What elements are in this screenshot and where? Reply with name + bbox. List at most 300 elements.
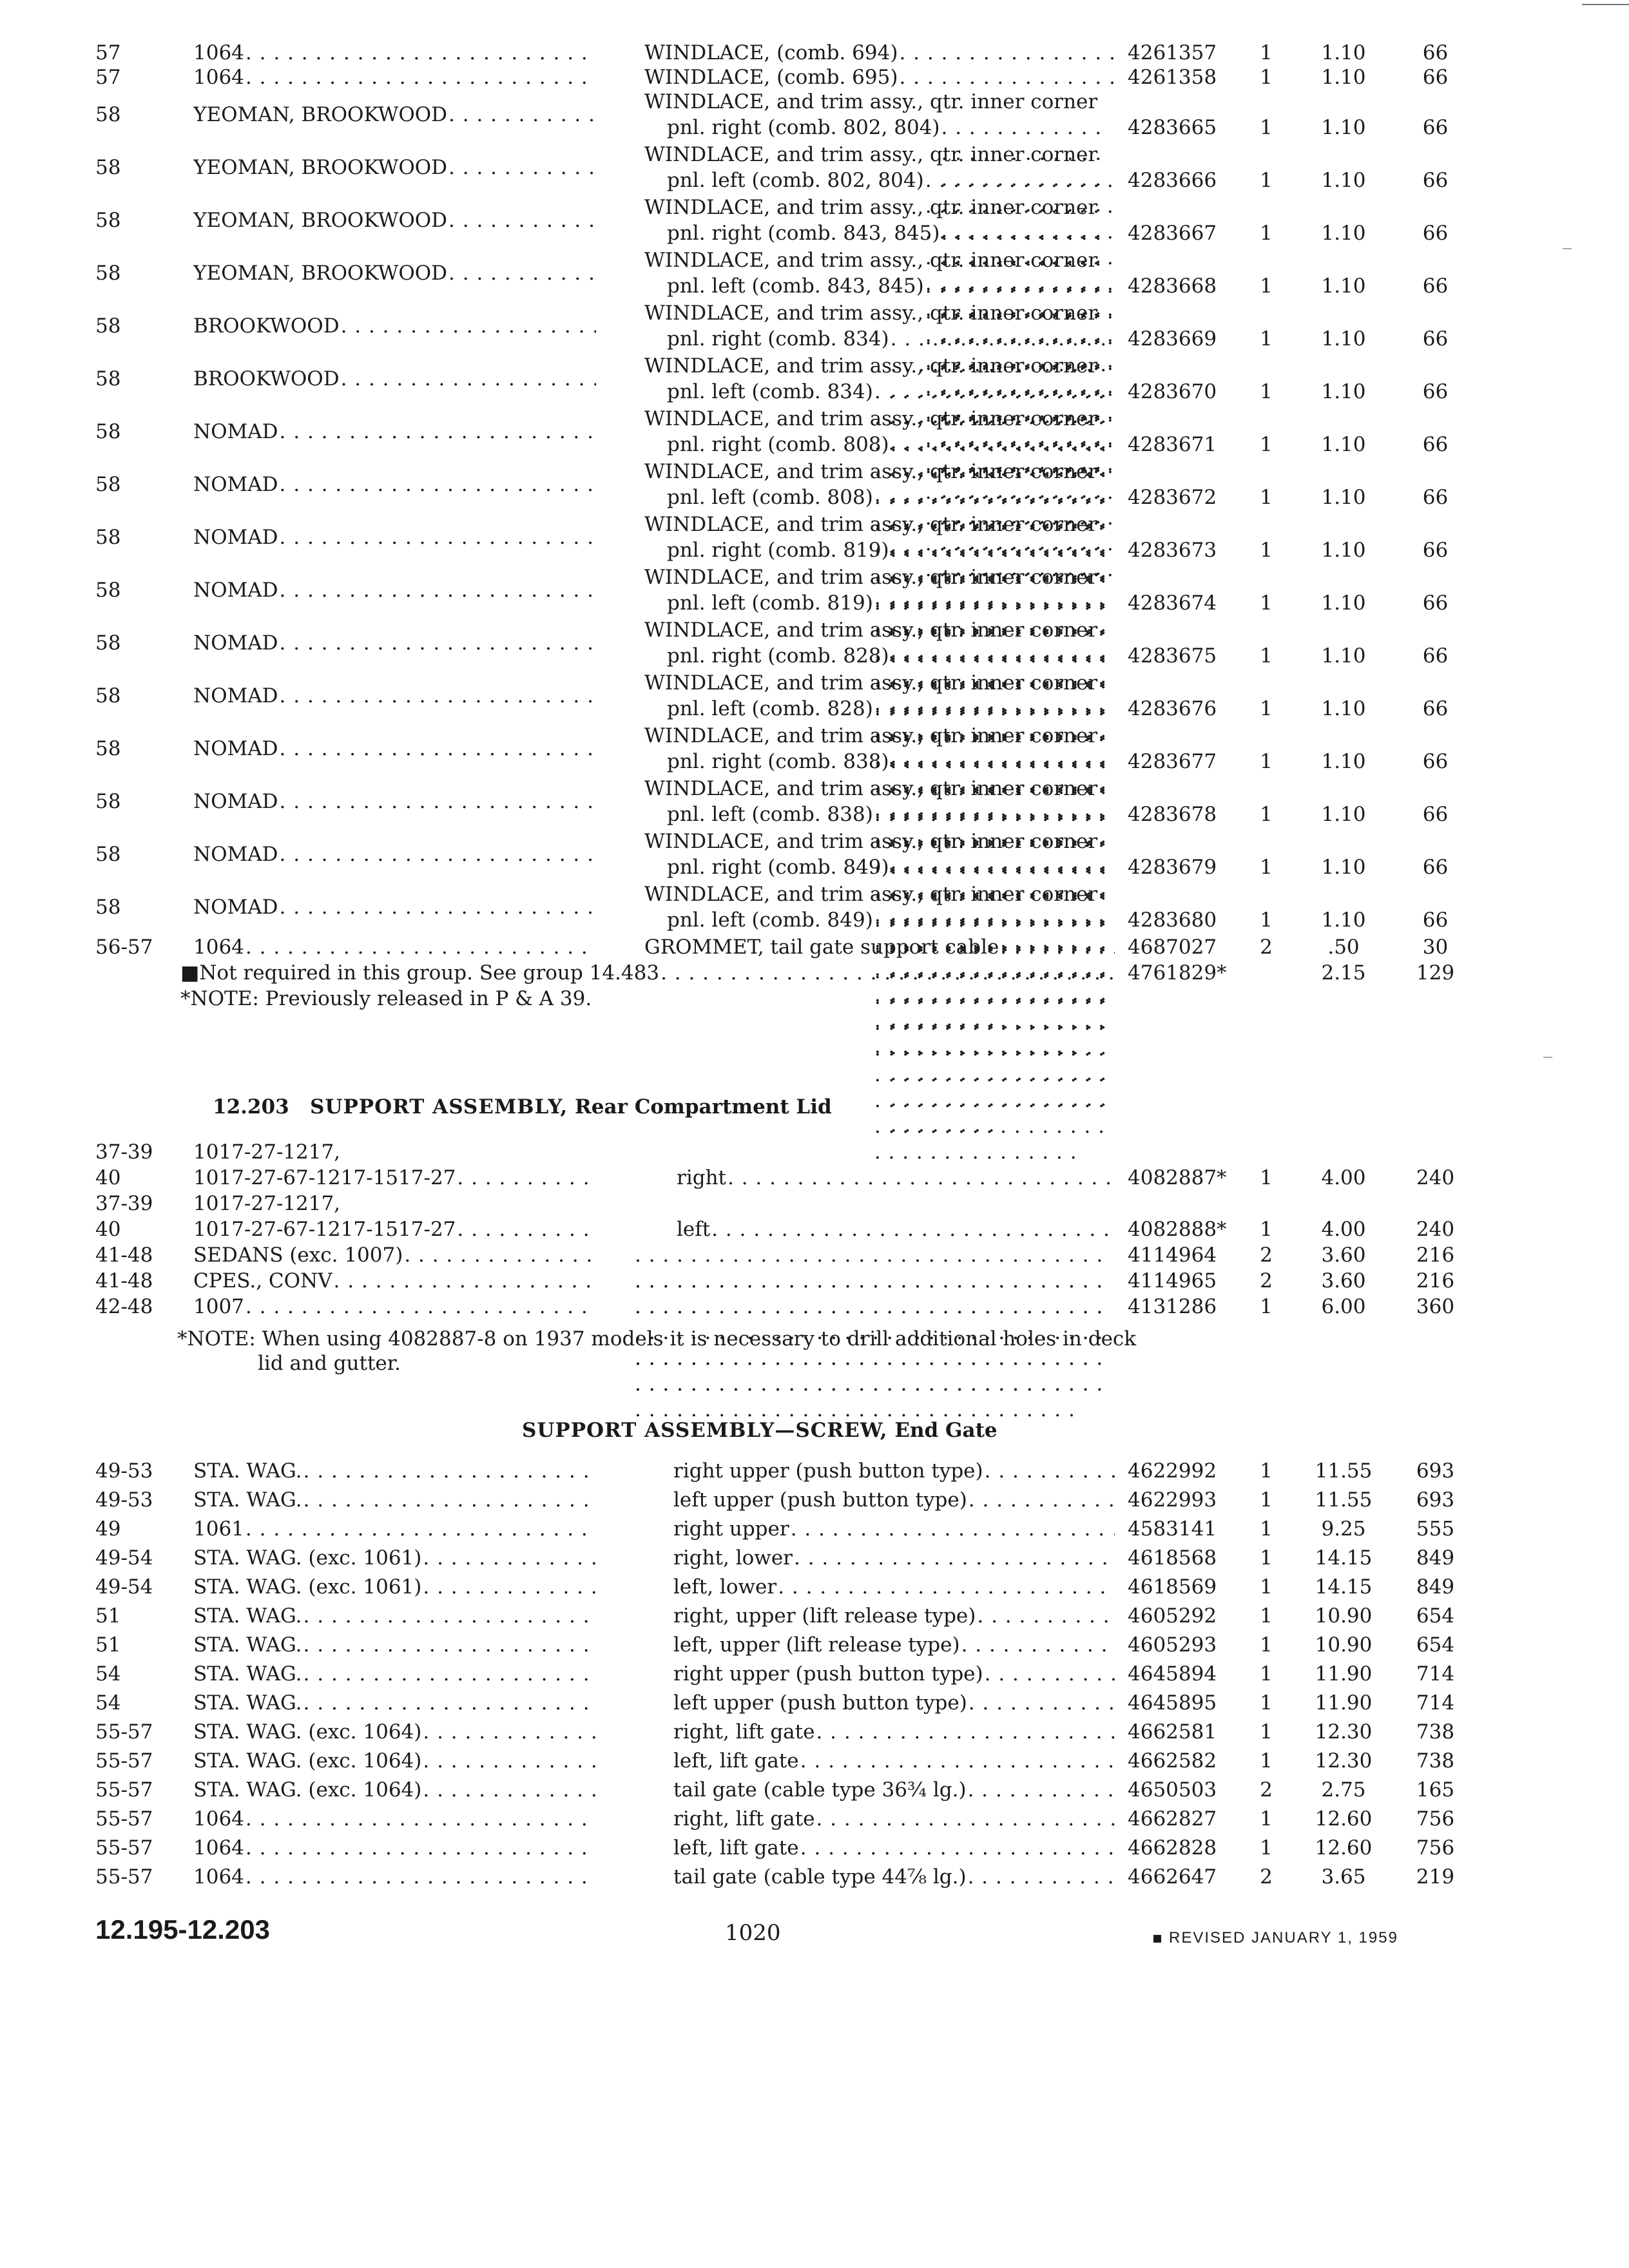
description-line: WINDLACE, and trim assy., qtr. inner corner bbox=[644, 196, 1098, 219]
table-row bbox=[0, 1139, 1629, 1165]
leader-dots bbox=[304, 1603, 596, 1629]
weight-cell: 66 bbox=[1422, 644, 1449, 668]
quantity-cell: 1 bbox=[1260, 1218, 1273, 1241]
price-cell: 12.30 bbox=[1315, 1749, 1373, 1773]
description-continuation-text: pnl. right (comb. 843, 845) bbox=[667, 222, 940, 245]
price-cell: 1.10 bbox=[1321, 116, 1366, 139]
weight-cell: 66 bbox=[1422, 803, 1449, 826]
quantity-cell: 2 bbox=[1260, 1865, 1273, 1888]
model-cell bbox=[193, 1777, 596, 1803]
table-row bbox=[0, 1806, 1629, 1832]
description-cell bbox=[673, 1864, 1115, 1890]
description-cell bbox=[673, 1516, 1115, 1542]
part-number-cell: 4645894 bbox=[1128, 1662, 1217, 1686]
price-cell: 1.10 bbox=[1321, 380, 1366, 403]
year-cell: 49 bbox=[95, 1517, 121, 1541]
description-line: WINDLACE, and trim assy., qtr. inner corner bbox=[644, 143, 1098, 166]
part-number-cell: 4662647 bbox=[1128, 1865, 1217, 1888]
weight-cell: 693 bbox=[1416, 1459, 1455, 1483]
model-cell-text: YEOMAN, BROOKWOOD bbox=[193, 156, 448, 179]
model-cell bbox=[193, 1690, 596, 1716]
price-cell: 11.90 bbox=[1315, 1662, 1373, 1686]
description-cell bbox=[673, 1661, 1115, 1687]
price-row bbox=[0, 696, 1629, 722]
model-cell-text: 1064 bbox=[193, 1865, 244, 1888]
price-cell: 1.10 bbox=[1321, 908, 1366, 932]
weight-cell: 693 bbox=[1416, 1488, 1455, 1512]
part-number-cell: 4082888* bbox=[1128, 1218, 1227, 1241]
table-row bbox=[0, 1458, 1629, 1484]
year-cell: 51 bbox=[95, 1633, 121, 1657]
quantity-cell: 1 bbox=[1260, 1459, 1273, 1483]
weight-cell: 216 bbox=[1416, 1244, 1455, 1267]
price-row bbox=[0, 326, 1629, 352]
description-cell bbox=[644, 64, 1115, 90]
table-row bbox=[0, 1864, 1629, 1890]
leader-dots bbox=[457, 1165, 596, 1191]
description-cell-text: tail gate (cable type 36¾ lg.) bbox=[673, 1778, 967, 1802]
model-cell bbox=[193, 1806, 596, 1832]
price-cell: 1.10 bbox=[1321, 697, 1366, 720]
model-cell-text: YEOMAN, BROOKWOOD bbox=[193, 262, 448, 285]
leader-dots bbox=[457, 1216, 596, 1242]
table-row bbox=[0, 1165, 1629, 1191]
description-cell bbox=[673, 1545, 1115, 1571]
price-cell: 1.10 bbox=[1321, 856, 1366, 879]
model-cell: 1017-27-1217, bbox=[193, 1192, 341, 1215]
price-row bbox=[0, 432, 1629, 457]
quantity-cell: 1 bbox=[1260, 1517, 1273, 1541]
weight-cell: 66 bbox=[1422, 274, 1449, 298]
model-cell-text: NOMAD bbox=[193, 526, 278, 549]
leader-dots bbox=[794, 1545, 1115, 1571]
quantity-cell: 1 bbox=[1260, 327, 1273, 351]
year-cell: 49-53 bbox=[95, 1488, 153, 1512]
model-cell bbox=[193, 1294, 596, 1320]
description-continuation-text: pnl. right (comb. 802, 804) bbox=[667, 116, 940, 139]
description-continuation-text: pnl. right (comb. 849) bbox=[667, 856, 889, 879]
model-cell bbox=[193, 1242, 596, 1268]
price-cell: 14.15 bbox=[1315, 1546, 1373, 1570]
leader-dots bbox=[800, 1835, 1115, 1861]
description-line: WINDLACE, and trim assy., qtr. inner corner bbox=[644, 566, 1098, 589]
quantity-cell: 1 bbox=[1260, 1633, 1273, 1657]
part-number-cell: 4283668 bbox=[1128, 274, 1217, 298]
part-number-cell: 4283669 bbox=[1128, 327, 1217, 351]
model-cell-text: NOMAD bbox=[193, 631, 278, 655]
section-title-bold: SUPPORT ASSEMBLY—SCREW, bbox=[522, 1419, 888, 1442]
price-cell: 1.10 bbox=[1321, 539, 1366, 562]
model-cell-text: 1064 bbox=[193, 936, 244, 959]
price-row bbox=[0, 802, 1629, 827]
note-text: *NOTE: Previously released in P & A 39. bbox=[180, 987, 592, 1010]
leader-dots bbox=[711, 1216, 1115, 1242]
model-cell-text: NOMAD bbox=[193, 737, 278, 760]
model-cell bbox=[193, 40, 596, 66]
part-number-cell: 4283672 bbox=[1128, 486, 1217, 509]
description-cell bbox=[673, 1574, 1115, 1600]
year-cell: 58 bbox=[95, 843, 121, 866]
section-title-rest: End Gate bbox=[894, 1419, 998, 1442]
leader-dots bbox=[246, 64, 596, 90]
year-cell: 57 bbox=[95, 66, 121, 89]
weight-cell: 30 bbox=[1422, 936, 1449, 959]
quantity-cell: 1 bbox=[1260, 1720, 1273, 1744]
part-number-cell: 4283673 bbox=[1128, 539, 1217, 562]
model-cell-text: YEOMAN, BROOKWOOD bbox=[193, 209, 448, 232]
table-row bbox=[0, 1603, 1629, 1629]
quantity-cell: 2 bbox=[1260, 1244, 1273, 1267]
weight-cell: 66 bbox=[1422, 66, 1449, 89]
year-cell: 55-57 bbox=[95, 1720, 153, 1744]
weight-cell: 219 bbox=[1416, 1865, 1455, 1888]
part-number-cell: 4622993 bbox=[1128, 1488, 1217, 1512]
part-number-cell: 4662827 bbox=[1128, 1807, 1217, 1831]
description-cell bbox=[673, 1603, 1115, 1629]
section-heading-12-203 bbox=[213, 1094, 832, 1120]
note-row bbox=[0, 960, 1629, 986]
model-cell bbox=[193, 934, 596, 960]
price-cell: 10.90 bbox=[1315, 1633, 1373, 1657]
description-line: WINDLACE, and trim assy., qtr. inner corner bbox=[644, 777, 1098, 800]
part-number-cell: 4622992 bbox=[1128, 1459, 1217, 1483]
price-row bbox=[0, 273, 1629, 299]
table-row bbox=[0, 1516, 1629, 1542]
weight-cell: 66 bbox=[1422, 433, 1449, 456]
year-cell: 37-39 bbox=[95, 1192, 153, 1215]
leader-dots bbox=[334, 1268, 596, 1294]
part-number-cell: 4662582 bbox=[1128, 1749, 1217, 1773]
weight-cell: 66 bbox=[1422, 222, 1449, 245]
leader-dots bbox=[246, 1294, 596, 1320]
description-cell-text: tail gate (cable type 44⅞ lg.) bbox=[673, 1865, 967, 1888]
model-cell-text: STA. WAG. bbox=[193, 1633, 302, 1657]
description-continuation-text: pnl. left (comb. 808) bbox=[667, 486, 873, 509]
price-row bbox=[0, 485, 1629, 510]
year-cell: 58 bbox=[95, 579, 121, 602]
description-cell-text: right, lift gate bbox=[673, 1807, 815, 1831]
model-cell-text: NOMAD bbox=[193, 473, 278, 496]
leader-dots bbox=[246, 1516, 596, 1542]
model-cell-text: 1007 bbox=[193, 1295, 244, 1318]
part-number-cell: 4283670 bbox=[1128, 380, 1217, 403]
weight-cell: 66 bbox=[1422, 697, 1449, 720]
year-cell: 58 bbox=[95, 262, 121, 285]
leader-dots bbox=[423, 1777, 596, 1803]
year-cell: 58 bbox=[95, 790, 121, 813]
price-cell: 12.60 bbox=[1315, 1807, 1373, 1831]
model-cell-text: YEOMAN, BROOKWOOD bbox=[193, 103, 448, 126]
model-cell-text: 1061 bbox=[193, 1517, 244, 1541]
price-cell: .50 bbox=[1327, 936, 1360, 959]
quantity-cell: 1 bbox=[1260, 591, 1273, 615]
weight-cell: 714 bbox=[1416, 1662, 1455, 1686]
model-cell-text: NOMAD bbox=[193, 843, 278, 866]
description-cell bbox=[673, 1748, 1115, 1774]
description-cell-text: left, upper (lift release type) bbox=[673, 1633, 960, 1657]
model-cell bbox=[193, 1719, 596, 1745]
leader-dots bbox=[304, 1690, 596, 1716]
price-cell: 11.55 bbox=[1315, 1488, 1373, 1512]
description-line: WINDLACE, and trim assy., qtr. inner corner bbox=[644, 354, 1098, 378]
model-cell-text: BROOKWOOD bbox=[193, 367, 340, 390]
description-cell-text: right, upper (lift release type) bbox=[673, 1604, 976, 1628]
model-cell-text: 1064 bbox=[193, 1807, 244, 1831]
table-row bbox=[0, 934, 1629, 960]
table-row bbox=[0, 1216, 1629, 1242]
year-cell: 55-57 bbox=[95, 1749, 153, 1773]
part-number-cell: 4283678 bbox=[1128, 803, 1217, 826]
table-row bbox=[0, 1191, 1629, 1216]
description-cell bbox=[673, 1806, 1115, 1832]
table-row bbox=[0, 1661, 1629, 1687]
leader-dots bbox=[985, 1661, 1115, 1687]
weight-cell: 756 bbox=[1416, 1836, 1455, 1860]
quantity-cell: 1 bbox=[1260, 803, 1273, 826]
weight-cell: 165 bbox=[1416, 1778, 1455, 1802]
quantity-cell: 1 bbox=[1260, 1295, 1273, 1318]
year-cell: 57 bbox=[95, 41, 121, 64]
description-cell bbox=[644, 40, 1115, 66]
model-cell bbox=[193, 1748, 596, 1774]
quantity-cell: 1 bbox=[1260, 1546, 1273, 1570]
price-cell: 9.25 bbox=[1321, 1517, 1366, 1541]
table-row bbox=[0, 40, 1629, 66]
quantity-cell: 1 bbox=[1260, 1836, 1273, 1860]
price-cell: 11.90 bbox=[1315, 1691, 1373, 1715]
leader-dots bbox=[969, 1690, 1115, 1716]
weight-cell: 66 bbox=[1422, 116, 1449, 139]
model-cell bbox=[193, 1216, 596, 1242]
leader-dots bbox=[423, 1719, 596, 1745]
model-cell-text: 1064 bbox=[193, 41, 244, 64]
model-cell-text: STA. WAG. (exc. 1061) bbox=[193, 1546, 422, 1570]
part-number-cell: 4283676 bbox=[1128, 697, 1217, 720]
part-number-cell: 4283679 bbox=[1128, 856, 1217, 879]
description-cell-text: right upper bbox=[673, 1517, 789, 1541]
leader-dots bbox=[816, 1719, 1115, 1745]
weight-cell: 66 bbox=[1422, 908, 1449, 932]
price-cell: 4.00 bbox=[1321, 1166, 1366, 1189]
scan-speck bbox=[1543, 1057, 1552, 1058]
section-number: 12.203 bbox=[213, 1095, 289, 1119]
quantity-cell: 2 bbox=[1260, 1778, 1273, 1802]
footer-revised bbox=[1153, 1925, 1398, 1951]
leader-dots bbox=[791, 1516, 1115, 1542]
weight-cell: 714 bbox=[1416, 1691, 1455, 1715]
description-cell-text: right, lift gate bbox=[673, 1720, 815, 1744]
leader-dots bbox=[423, 1748, 596, 1774]
description-continuation-text: pnl. left (comb. 819) bbox=[667, 591, 873, 615]
weight-cell: 66 bbox=[1422, 591, 1449, 615]
quantity-cell: 1 bbox=[1260, 222, 1273, 245]
section-title-rest: Rear Compartment Lid bbox=[575, 1095, 832, 1119]
leader-dots bbox=[246, 1835, 596, 1861]
model-cell: 1017-27-1217, bbox=[193, 1140, 341, 1164]
weight-cell: 216 bbox=[1416, 1269, 1455, 1293]
weight-cell: 240 bbox=[1416, 1218, 1455, 1241]
description-cell bbox=[673, 1487, 1115, 1513]
revised-bullet-icon bbox=[1153, 1935, 1161, 1943]
quantity-cell: 1 bbox=[1260, 116, 1273, 139]
quantity-cell: 1 bbox=[1260, 41, 1273, 64]
quantity-cell: 1 bbox=[1260, 1691, 1273, 1715]
year-cell: 40 bbox=[95, 1218, 121, 1241]
price-row bbox=[0, 590, 1629, 616]
description-line: WINDLACE, and trim assy., qtr. inner corner bbox=[644, 830, 1098, 853]
leader-dots bbox=[816, 1806, 1115, 1832]
description-cell-text: left, lift gate bbox=[673, 1836, 799, 1860]
price-cell: 1.10 bbox=[1321, 327, 1366, 351]
price-cell: 6.00 bbox=[1321, 1295, 1366, 1318]
part-number-cell: 4082887* bbox=[1128, 1166, 1227, 1189]
leader-dots bbox=[778, 1574, 1115, 1600]
weight-cell: 360 bbox=[1416, 1295, 1455, 1318]
year-cell: 37-39 bbox=[95, 1140, 153, 1164]
quantity-cell: 2 bbox=[1260, 1269, 1273, 1293]
model-cell-text: BROOKWOOD bbox=[193, 314, 340, 338]
price-cell: 12.30 bbox=[1315, 1720, 1373, 1744]
description-continuation-text: pnl. left (comb. 849) bbox=[667, 908, 873, 932]
weight-cell: 240 bbox=[1416, 1166, 1455, 1189]
model-cell-text: STA. WAG. bbox=[193, 1488, 302, 1512]
leader-dots bbox=[660, 960, 1115, 986]
price-cell: 1.10 bbox=[1321, 750, 1366, 773]
weight-cell: 555 bbox=[1416, 1517, 1455, 1541]
model-cell-text: STA. WAG. (exc. 1064) bbox=[193, 1749, 422, 1773]
price-row bbox=[0, 220, 1629, 246]
description-cell bbox=[644, 934, 1115, 960]
price-cell: 3.60 bbox=[1321, 1244, 1366, 1267]
description-line: WINDLACE, and trim assy., qtr. inner corner bbox=[644, 671, 1098, 695]
price-row bbox=[0, 379, 1629, 405]
part-number-cell: 4261357 bbox=[1128, 41, 1217, 64]
price-row bbox=[0, 749, 1629, 774]
model-cell-text: STA. WAG. bbox=[193, 1691, 302, 1715]
table-row bbox=[0, 1690, 1629, 1716]
model-cell-text: NOMAD bbox=[193, 790, 278, 813]
description-cell bbox=[673, 1719, 1115, 1745]
model-cell-text: NOMAD bbox=[193, 684, 278, 707]
price-cell: 14.15 bbox=[1315, 1575, 1373, 1599]
year-cell: 54 bbox=[95, 1662, 121, 1686]
year-cell: 58 bbox=[95, 473, 121, 496]
leader-dots bbox=[246, 934, 596, 960]
part-number-cell: 4131286 bbox=[1128, 1295, 1217, 1318]
price-cell: 11.55 bbox=[1315, 1459, 1373, 1483]
price-cell: 1.10 bbox=[1321, 803, 1366, 826]
part-number-cell: 4650503 bbox=[1128, 1778, 1217, 1802]
price-cell: 1.10 bbox=[1321, 486, 1366, 509]
weight-cell: 849 bbox=[1416, 1546, 1455, 1570]
description-cell-text: WINDLACE, (comb. 694) bbox=[644, 41, 898, 64]
model-cell-text: NOMAD bbox=[193, 420, 278, 443]
model-cell bbox=[193, 1268, 596, 1294]
quantity-cell: 1 bbox=[1260, 1662, 1273, 1686]
year-cell: 58 bbox=[95, 526, 121, 549]
weight-cell: 654 bbox=[1416, 1604, 1455, 1628]
weight-cell: 66 bbox=[1422, 380, 1449, 403]
leader-dots bbox=[423, 1574, 596, 1600]
table-row bbox=[0, 1777, 1629, 1803]
model-cell-text: STA. WAG. bbox=[193, 1604, 302, 1628]
description-cell bbox=[677, 1165, 1115, 1191]
price-cell: 1.10 bbox=[1321, 433, 1366, 456]
leader-dots bbox=[899, 40, 1115, 66]
section-title-bold: SUPPORT ASSEMBLY, bbox=[310, 1095, 568, 1119]
year-cell: 58 bbox=[95, 684, 121, 707]
model-cell-text: 1017-27-67-1217-1517-27 bbox=[193, 1218, 456, 1241]
description-continuation-text: pnl. right (comb. 828) bbox=[667, 644, 889, 668]
year-cell: 49-53 bbox=[95, 1459, 153, 1483]
note-text bbox=[180, 960, 1115, 986]
price-cell: 10.90 bbox=[1315, 1604, 1373, 1628]
year-cell: 58 bbox=[95, 420, 121, 443]
price-cell: 2.15 bbox=[1321, 961, 1366, 985]
price-cell: 1.10 bbox=[1321, 591, 1366, 615]
model-cell bbox=[193, 1516, 596, 1542]
description-cell bbox=[677, 1216, 1115, 1242]
model-cell-text: NOMAD bbox=[193, 896, 278, 919]
price-row bbox=[0, 537, 1629, 563]
part-number-cell: 4687027 bbox=[1128, 936, 1217, 959]
description-line: WINDLACE, and trim assy., qtr. inner corner bbox=[644, 724, 1098, 747]
description-cell-text: left bbox=[677, 1218, 711, 1241]
model-cell bbox=[193, 1165, 596, 1191]
leader-dots bbox=[304, 1487, 596, 1513]
corner-rule bbox=[1582, 4, 1629, 5]
model-cell bbox=[193, 1864, 596, 1890]
model-cell-text: STA. WAG. (exc. 1064) bbox=[193, 1720, 422, 1744]
footer-section-range: 12.195-12.203 bbox=[95, 1914, 270, 1945]
quantity-cell: 1 bbox=[1260, 539, 1273, 562]
leader-dots bbox=[961, 1632, 1115, 1658]
model-cell-text: SEDANS (exc. 1007) bbox=[193, 1244, 403, 1267]
leader-dots bbox=[304, 1632, 596, 1658]
price-cell: 3.60 bbox=[1321, 1269, 1366, 1293]
model-cell bbox=[193, 1574, 596, 1600]
description-line: WINDLACE, and trim assy., qtr. inner corner bbox=[644, 249, 1098, 272]
weight-cell: 66 bbox=[1422, 486, 1449, 509]
description-continuation-text: pnl. right (comb. 838) bbox=[667, 750, 889, 773]
model-cell bbox=[193, 1603, 596, 1629]
price-row bbox=[0, 643, 1629, 669]
description-line: WINDLACE, and trim assy., qtr. inner corner bbox=[644, 883, 1098, 906]
part-number-cell: 4261358 bbox=[1128, 66, 1217, 89]
model-cell-text: 1064 bbox=[193, 1836, 244, 1860]
price-cell: 1.10 bbox=[1321, 644, 1366, 668]
quantity-cell: 1 bbox=[1260, 1807, 1273, 1831]
description-cell-text: GROMMET, tail gate support cable bbox=[644, 936, 999, 959]
weight-cell: 654 bbox=[1416, 1633, 1455, 1657]
price-cell: 2.75 bbox=[1321, 1778, 1366, 1802]
year-cell: 56-57 bbox=[95, 936, 153, 959]
leader-dots bbox=[977, 1603, 1115, 1629]
weight-cell: 66 bbox=[1422, 856, 1449, 879]
year-cell: 49-54 bbox=[95, 1575, 153, 1599]
weight-cell: 66 bbox=[1422, 41, 1449, 64]
leader-dots bbox=[985, 1458, 1115, 1484]
quantity-cell: 1 bbox=[1260, 644, 1273, 668]
year-cell: 58 bbox=[95, 896, 121, 919]
model-cell bbox=[193, 64, 596, 90]
table-row bbox=[0, 1835, 1629, 1861]
description-cell-text: left, lift gate bbox=[673, 1749, 799, 1773]
description-cell bbox=[673, 1632, 1115, 1658]
description-line: WINDLACE, and trim assy., qtr. inner corner bbox=[644, 302, 1098, 325]
part-number-cell: 4283666 bbox=[1128, 169, 1217, 192]
description-cell-text: right bbox=[677, 1166, 727, 1189]
